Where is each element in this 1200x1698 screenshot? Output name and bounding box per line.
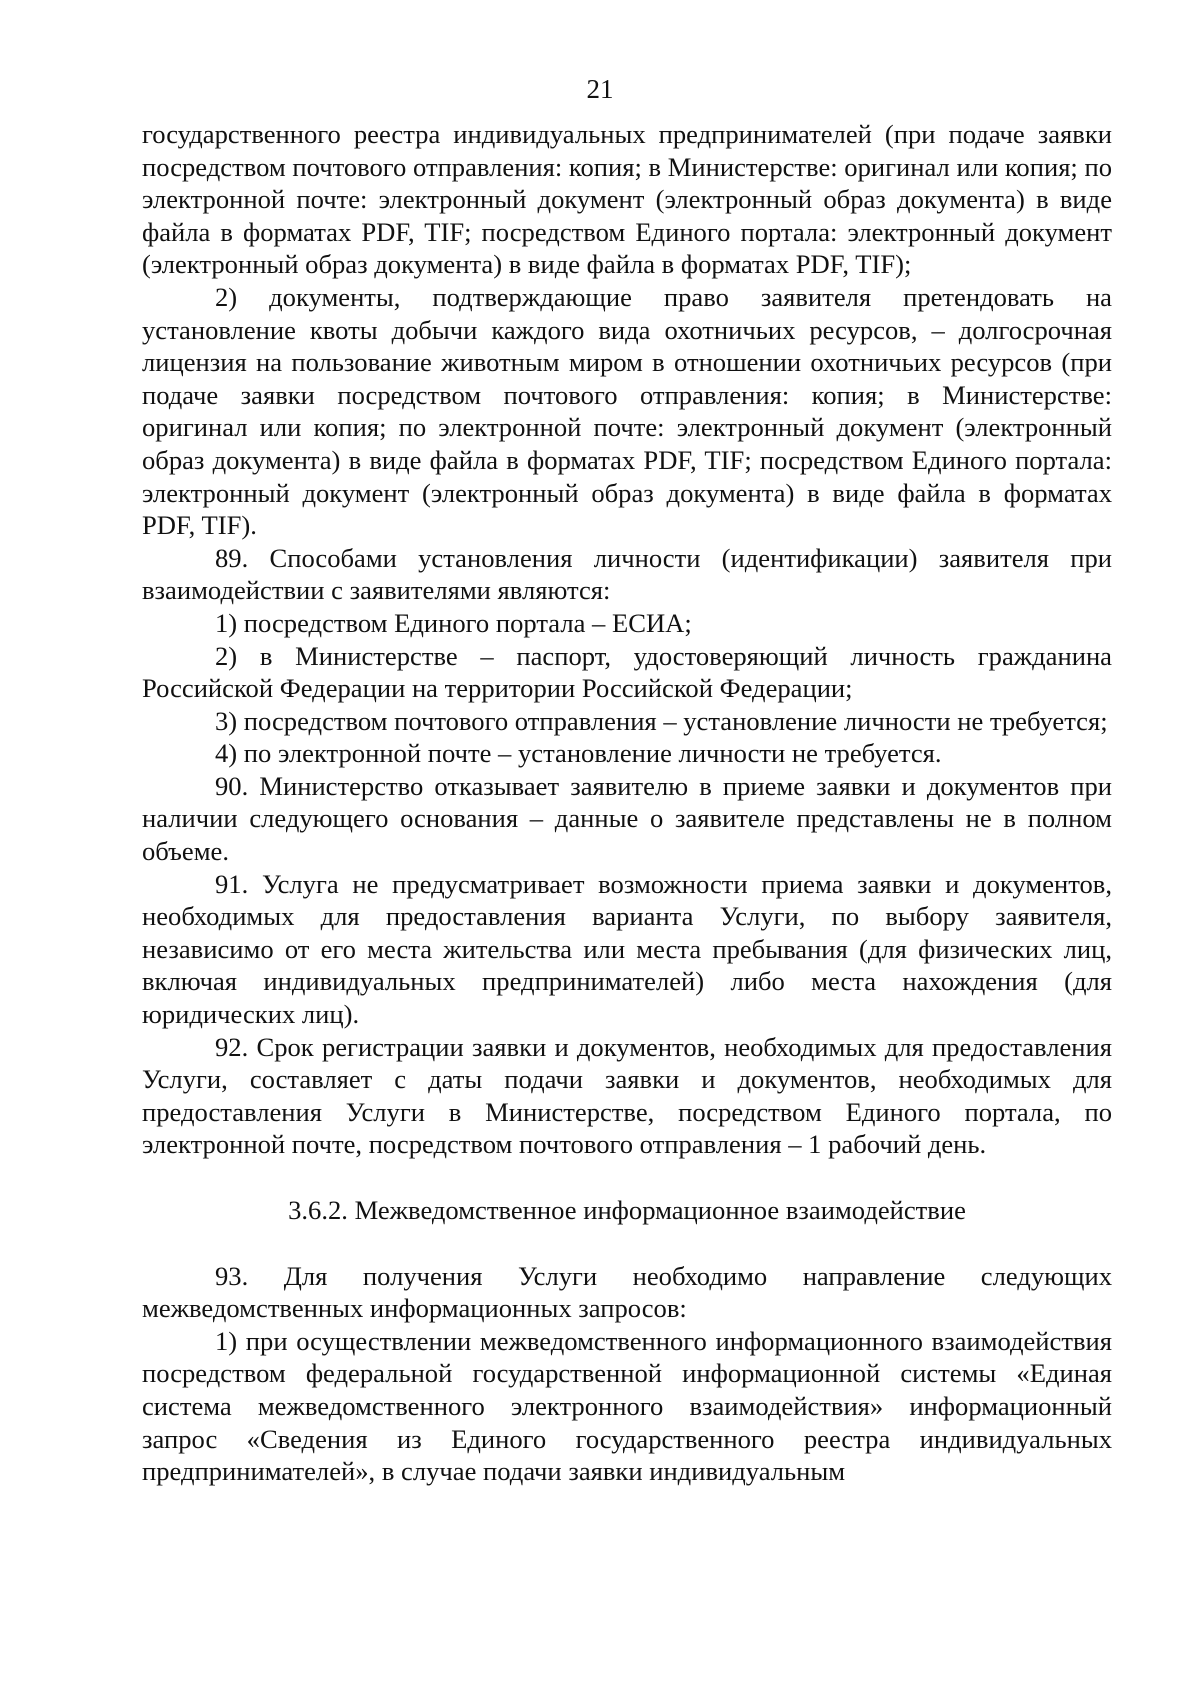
document-body: [142, 118, 1112, 1488]
paragraphs-before-heading: [142, 118, 1112, 1161]
section-heading: 3.6.2. Межведомственное информационное взаимодействие: [288, 1195, 966, 1225]
paragraph: 1) посредством Единого портала – ЕСИА;: [215, 607, 692, 638]
paragraph: государственного реестра индивидуальных предпринимателей (при подаче заявки посредством почтового отправления: копия; в Министерстве: оригинал или копия; по электронной почте: электронный документ (электронный образ документа) в виде файла в форматах PDF, TIF; посредством Единого портала: электронный документ (электронный образ документа) в виде файла в форматах PDF, TIF);: [142, 119, 1112, 280]
paragraphs-after-heading: [142, 1260, 1112, 1488]
page-number: 21: [586, 74, 614, 104]
paragraph: 3) посредством почтового отправления – установление личности не требуется;: [215, 705, 1108, 736]
paragraph: 93. Для получения Услуги необходимо направление следующих межведомственных информационных запросов:: [142, 1260, 1112, 1324]
paragraph: 91. Услуга не предусматривает возможности приема заявки и документов, необходимых для предоставления варианта Услуги, по выбору заявителя, независимо от его места жительства или места пребывания (для физических лиц, включая индивидуальных предпринимателей) либо места нахождения (для юридических лиц).: [142, 868, 1112, 1030]
paragraph: 92. Срок регистрации заявки и документов, необходимых для предоставления Услуги, составляет с даты подачи заявки и документов, необходимых для предоставления Услуги в Министерстве, посредством Единого портала, по электронной почте, посредством почтового отправления – 1 рабочий день.: [142, 1031, 1112, 1160]
paragraph: 1) при осуществлении межведомственного информационного взаимодействия посредством федеральной государственной информационной системы «Единая система межведомственного электронного взаимодействия» информационный запрос «Сведения из Единого государственного реестра индивидуальных предпринимателей», в случае подачи заявки индивидуальным: [142, 1325, 1112, 1487]
paragraph: 4) по электронной почте – установление личности не требуется.: [215, 738, 942, 769]
paragraph: 90. Министерство отказывает заявителю в приеме заявки и документов при наличии следующего основания – данные о заявителе представлены не в полном объеме.: [142, 770, 1112, 867]
paragraph: 2) документы, подтверждающие право заявителя претендовать на установление квоты добычи каждого вида охотничьих ресурсов, – долгосрочная лицензия на пользование животным миром в отношении охотничьих ресурсов (при подаче заявки посредством почтового отправления: копия; в Министерстве: оригинал или копия; по электронной почте: электронный документ (электронный образ документа) в виде файла в форматах PDF, TIF; посредством Единого портала: электронный документ (электронный образ документа) в виде файла в форматах PDF, TIF).: [142, 281, 1112, 541]
paragraph: 2) в Министерстве – паспорт, удостоверяющий личность гражданина Российской Федерации на территории Российской Федерации;: [142, 640, 1112, 704]
paragraph: 89. Способами установления личности (идентификации) заявителя при взаимодействии с заявителями являются:: [142, 542, 1112, 606]
